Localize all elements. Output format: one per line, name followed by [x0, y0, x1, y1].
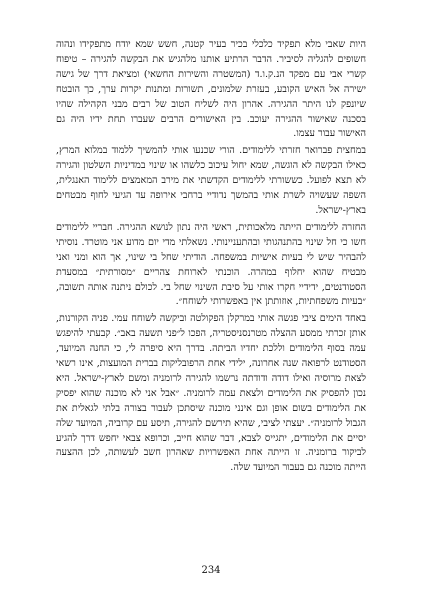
- paragraph-3: החזרה ללימודים הייתה מלאכותית, ראשי היה נתון לנושא ההגירה. חבריי ללימודים חשו כי חל שינוי בהתנהגותי ובהתעניינותי. נשאלתי מדי יום מדוע אני מוטרד. נוסיתי להבהיר שיש לי בעיות אישיות במשפחה. הודיתי שחל בי שינוי, אך הוא ומני ואני מבטיח שהוא יחלוף במהרה. הוכנתי לארוחת צהריים ״מסורתית״ במסעדת הסטודנטים, ידידיי חקרו אותי על סיבת השינוי שחל בי. לכולם ניתנה אותה תשובה, ״בעיות משפחתיות, אוזותתן אין באפשרותי לשוחח״.: [56, 221, 366, 308]
- page-number: 234: [201, 565, 221, 576]
- paragraph-2: במחצית פברואר חזרתי ללימודים. הורי שכנעו אותי להמשיך ללמוד במלוא המרץ, כאילו הבקשה לא הוגשה, שמא יחול עיכוב כלשהו או שינוי במדיניות השלטון והגירה לא תצא לפועל. כששורתי ללימודים הקדשתי את מירב המאמצים ללימוד האנגלית, השפה שעשויה לשרת אותי בהמשך נדודיי ברחבי אירופה עד הגיעי לחוף מבטחים בארץ-ישראל.: [56, 145, 366, 216]
- paragraph-4: באחד הימים ציבי פגשה אותי במרקלן הפקולטה וביקשה לשוחח עמי. פניה הקורנות, אותן זכרתי ממסע ההצלה מטרנסניסטריה, הפכו ל״פני תשעה באב״. קבעתי להיפגש עמה בסוף הלימודים וללכת יחדיו הביתה. בדרך היא סיפרה לי, כי החנה המיועד, הסטודנט לרפואה שנה אחרונה, ילידי אחת הרפובליקות בברית המועצות, אינו רשאי לצאת מרוסיה ואילו דודה ודודתה נרשמו להגירה לרומניה ומשם לארץ-ישראל. היא נכון להפסיק את הלימודים ולצאת עמה לרומניה. ״אבל אני לא מוכנה שהוא יפסיק את הלימודים בשום אופן וגם אינני מוכנה שיסתכן לעבור בצורה בלתי לגאלית את הגבול לרומניה״. יעצתי לציבי, שהיא תירשם להגירה, תיסע עם קרוביה, המיועד שלה יסיים את הלימודים, יתגייס לצבא, דבר שהוא חייב, וכרופא צבאי יחפש דרך להגיע לביקור ברומניה. זו הייתה אחת האפשרויות שאהרון חשב לעשותה, לכן ההצעה הייתה מוכנה גם בעבור המיועד שלה.: [56, 313, 366, 474]
- paragraph-1: היות שאבי מלא תפקיד כלכלי בכיר בעיר קטנה, חשש שמא יודח מתפקידו ונהוה חשופים להגליה לסיביר. הדבר הרתיע אותנו מלהגיש את הבקשה להגירה – טיפוח קשרי אבי עם מפקד הנ.ק.ו.ד (המשטרה והשירות החשאי) ומציאת דרך של גישה ישירה אל האיש הקובע, בעזרת שלמונים, תשורות ומתנות יקרות ערך, כך הובטח שיונפק לנו היתר ההגירה. אהרון היה לשליח הטוב של רבים מבני הקהילה שהיו בסכנה שאישור ההגירה יעוכב. בין האישורים הרבים שעברו תחת ידיו היה גם האישור עבור עצמו.: [56, 39, 366, 140]
- body-text: [56, 38, 366, 476]
